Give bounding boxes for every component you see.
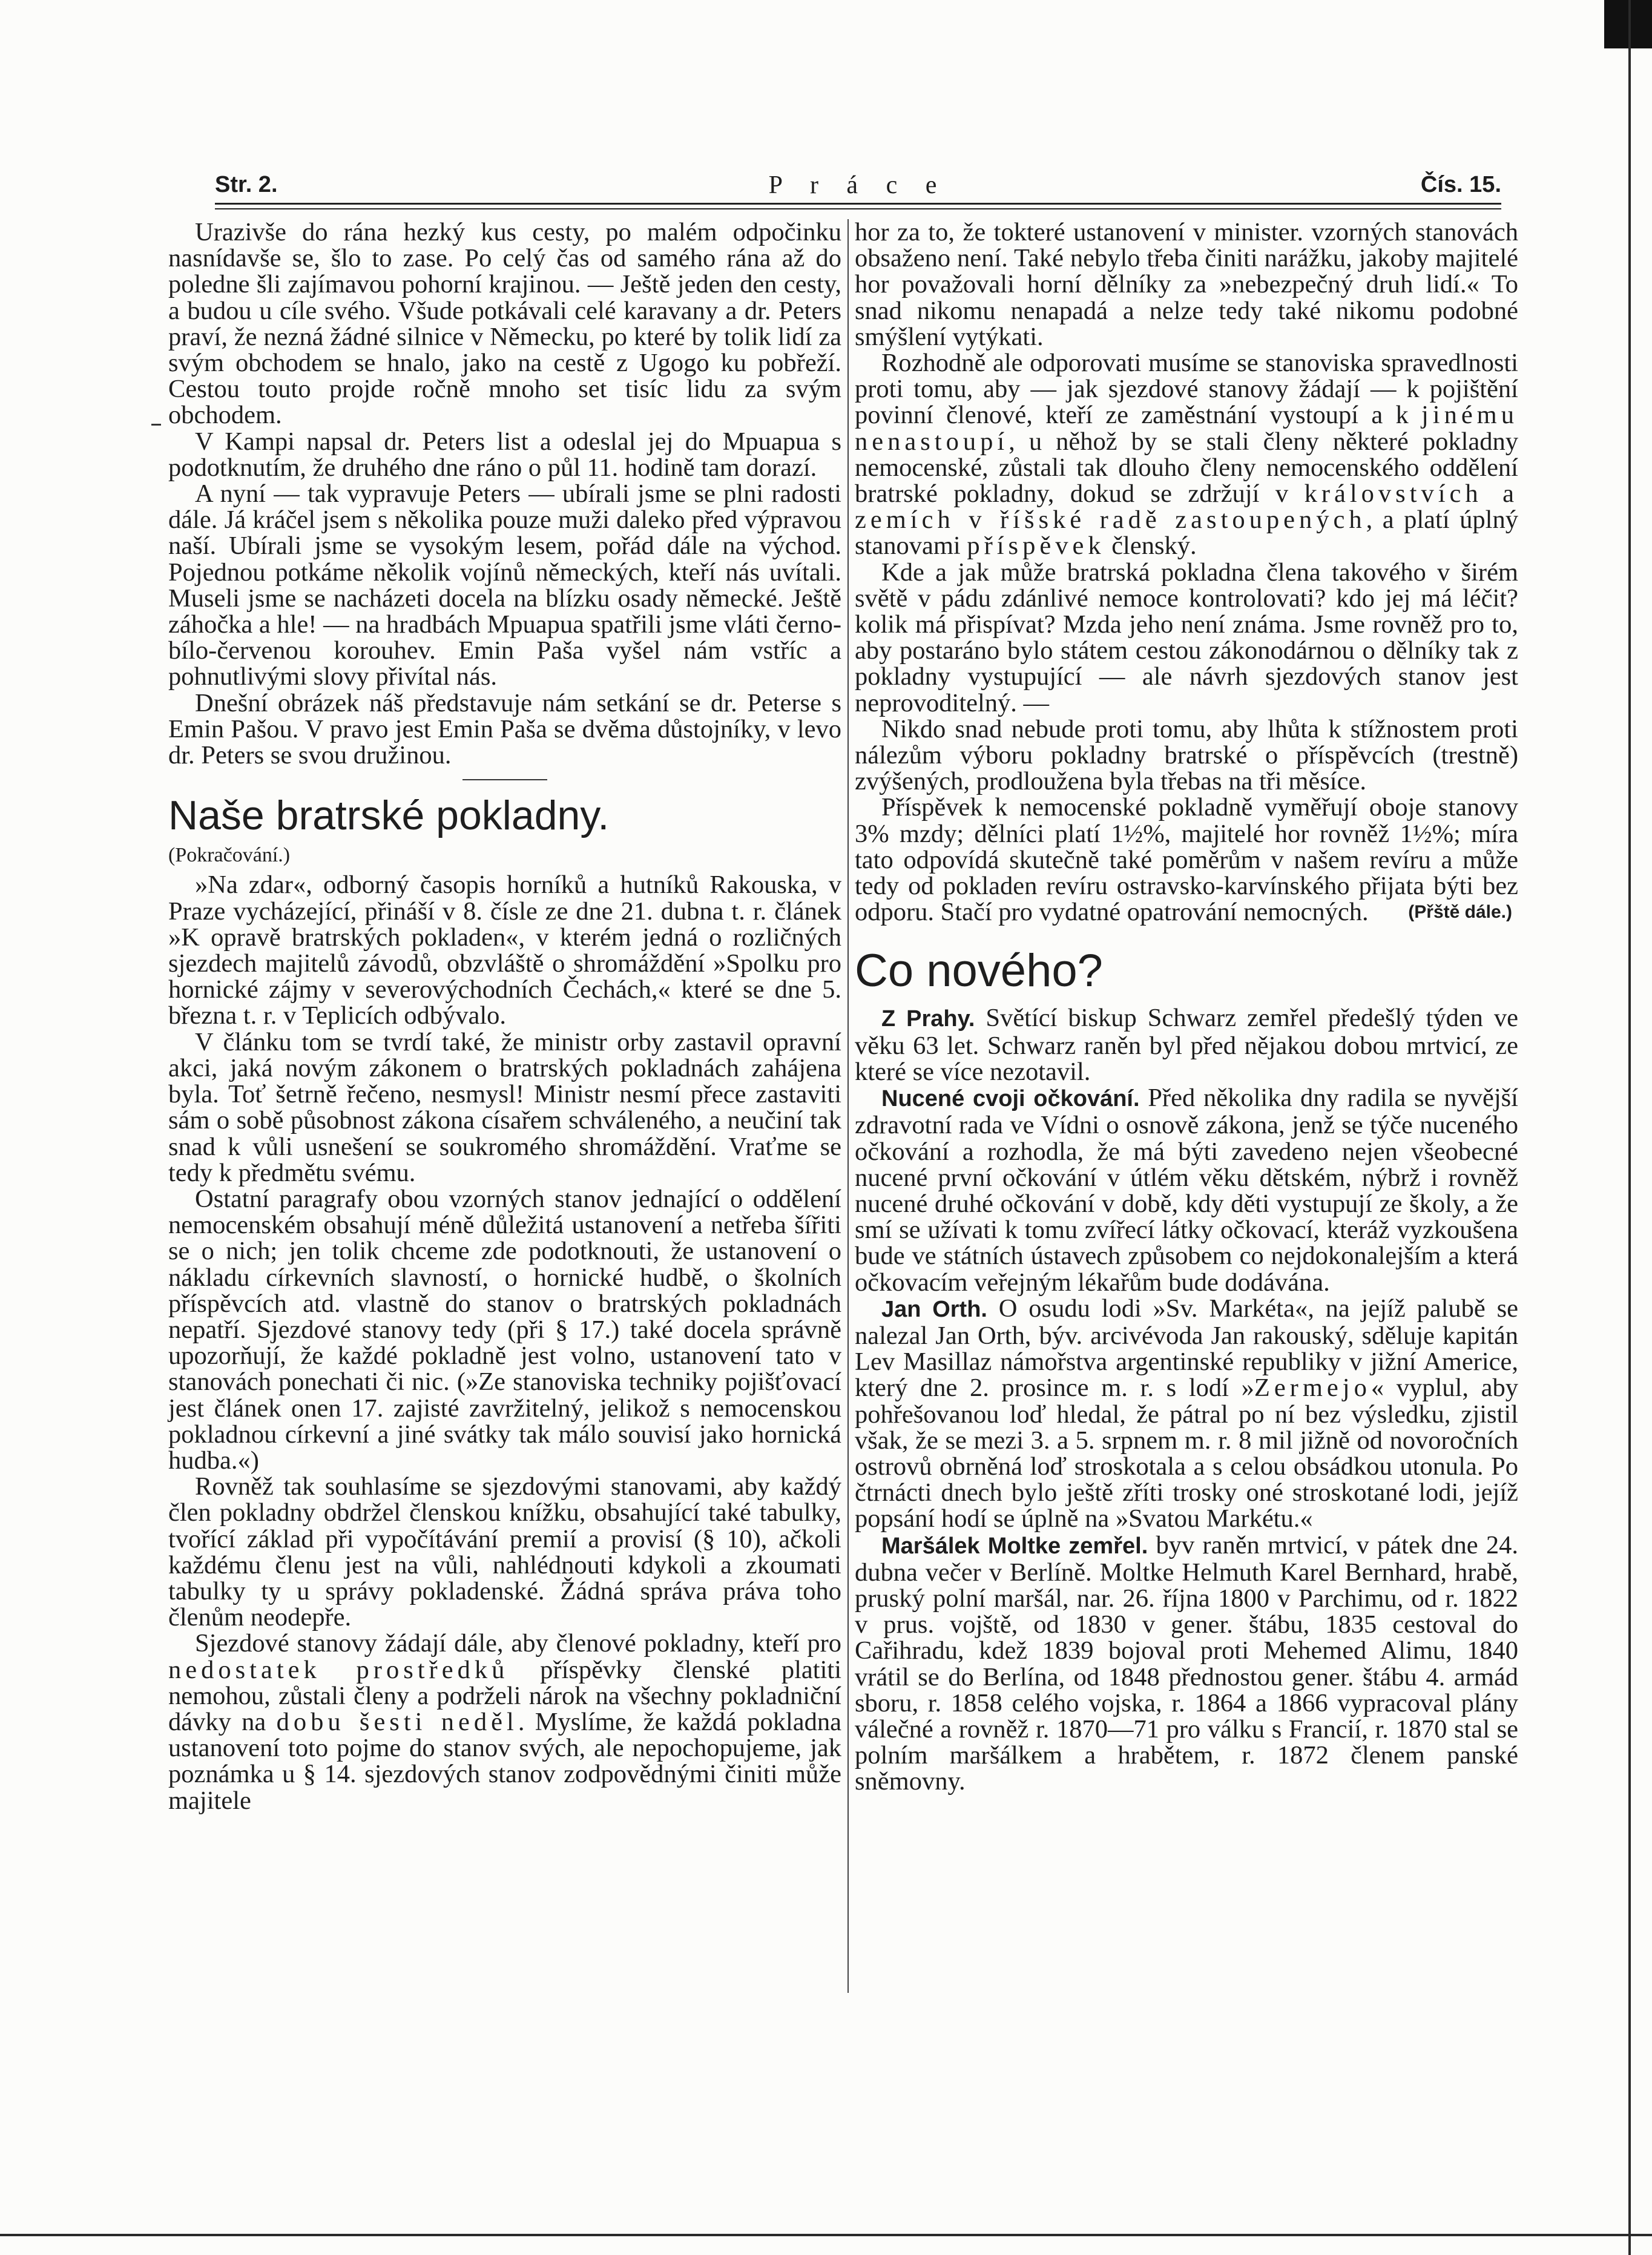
header-rule bbox=[215, 203, 1501, 209]
news-text: byv raněn mrtvicí, v pátek dne 24. dubna večer v Berlíně. Moltke Helmuth Karel Bernhard, hrabě, pruský polní maršál, nar. 26. října 1800 v Parchimu, od r. 1822 v prus. vojště, od 1830 v gener. štábu, 1835 cestoval do Cařihradu, kdež 1839 bojoval proti Mehemed Alimu, 1840 vrátil se do Berlína, od 1848 přednostou gener. štábu 4. armád sboru, r. 1858 celého vojska, r. 1864 a 1866 vypracoval plány válečné a rovněž r. 1870—71 pro válku s Francií, r. 1870 stal se polním maršálkem a hrabětem, r. 1872 členem panské sněmovny. bbox=[855, 1530, 1519, 1796]
news-text: O osudu lodi »Sv. Markéta«, na jejíž palubě se nalezal Jan Orth, býv. arcivévoda Jan rakouský, sděluje kapitán Lev Masillaz námořstva argentinské republiky v jižní Americe, který dne 2. prosince m. r. s lodí » bbox=[855, 1294, 1518, 1403]
article-pokladny-paragraph bbox=[855, 350, 1518, 559]
continuation-note: (Přště dále.) bbox=[1408, 902, 1512, 923]
text-run: Sjezdové stanovy žádají dále, aby členové pokladny, kteří pro bbox=[195, 1629, 841, 1658]
article-peters-paragraph: Dnešní obrázek náš představuje nám setkání se dr. Peterse s Emin Pašou. V pravo jest Emin Paša se dvěma důstojníky, v levo dr. Peters se svou družinou. bbox=[168, 688, 841, 770]
scan-mark bbox=[151, 424, 161, 426]
scan-edge-bottom bbox=[0, 2234, 1652, 2236]
text-run: Rozhodně ale odporovati musíme se stanoviska spravedlnosti proti tomu, aby — jak sjezdové stanovy žádají — k pojištění povinní členové, kteří ze zaměstnání vystoupí a k bbox=[855, 349, 1518, 430]
text-run: Příspěvek k nemocenské pokladně vyměřují oboje stanovy 3% mzdy; dělníci platí 1½%, majitelé hor rovněž 1½%; míra tato odpovídá skutečně také poměrům v našem revíru a může tedy od pokladen revíru ostravsko-karvínského přijata býti bez odporu. Stačí pro vydatné opatrování nemocných. bbox=[855, 793, 1518, 927]
article-pokladny-paragraph bbox=[168, 1630, 841, 1813]
continuation-note: (Pokračování.) bbox=[168, 844, 291, 867]
article-pokladny-paragraph: Rovněž tak souhlasíme se sjezdovými stanovami, aby každý člen pokladny obdržel členskou knížku, obsahující také tabulky, tvořící základ při vypočítávání premií a provisí (§ 10), ačkoli každému členu jest na vůli, nahlédnouti kdykoli a zkoumati tabulky ty u správy pokladenské. Žádná správa práva toho členům neodepře. bbox=[168, 1472, 841, 1632]
emphasis-text: královstvích a zemích v říšské radě zastoupených bbox=[855, 479, 1518, 535]
running-header bbox=[215, 168, 1501, 205]
news-lead: Z Prahy. bbox=[881, 1006, 975, 1032]
news-text: Před několika dny radila se nyvější zdravotní rada ve Vídni o osnově zákona, jenž se týče nuceného očkování a rozhodla, že má býti zavedeno nejen všeobecné nucené první očkování v útlém věku dětském, nýbrž i rovněž nucené druhé očkování v době, kdy děti vystupují ze školy, a že smí se užívati k tomu zvířecí látky očkovací, kteráž vyzkoušena bude ve státních ústavech způsobem co nejdokonalejším a která očkovacím veřejným lékařům bude dodávána. bbox=[855, 1084, 1518, 1297]
text-run: . Myslíme, že každá pokladna ustanovení toto pojme do stanov svých, ale nepochopujeme, jak poznámka u § 14. sjezdových stanov zodpovědnými činiti může majitele bbox=[168, 1707, 842, 1815]
article-peters-paragraph: V Kampi napsal dr. Peters list a odeslal jej do Mpuapua s podotknutím, že druhého dne ráno o půl 11. hodině tam dorazí. bbox=[168, 427, 841, 482]
news-lead: Jan Orth. bbox=[881, 1296, 987, 1322]
article-pokladny-paragraph: »Na zdar«, odborný časopis horníků a hutníků Rakouska, v Praze vycházející, přináší v 8. čísle ze dne 21. dubna t. r. článek »K opravě bratrských pokladen«, v kterém jedná o rozličných sjezdech majitelů závodů, obzvláště o shromáždění »Spolku pro hornické zájmy v severovýchodních Čechách,« které se dne 5. března t. r. v Teplicích odbývalo. bbox=[168, 871, 841, 1030]
article-pokladny-paragraph: hor za to, že tokteré ustanovení v minister. vzorných stanovách obsaženo není. Také nebylo třeba činiti narážku, jakoby majitelé hor považovali horní dělníky za »nebezpečný druh lidí.« To snad nikomu nenapadá a nelze tedy také nikomu podobné smýšlení vytýkati. bbox=[855, 218, 1518, 351]
news-lead: Maršálek Moltke zemřel. bbox=[881, 1533, 1148, 1559]
article-heading-pokladny: Naše bratrské pokladny. bbox=[168, 792, 610, 839]
news-item bbox=[855, 1295, 1518, 1532]
issue-number: Čís. 15. bbox=[1420, 172, 1501, 197]
news-item bbox=[855, 1005, 1518, 1085]
article-pokladny-paragraph bbox=[855, 794, 1518, 925]
news-text: « vyplul, aby pohřešovanou loď hledal, že pátral po ní bez výsledku, zjistil však, že se mezi 3. a 5. srpnem m. r. 8 mil jižně od novoročních ostrovů obrněná loď stroskotala a s celou obsádkou utonula. Po čtrnácti dnech bylo ještě zříti trosky oné stroskotané lodi, jejíž popsání hodí se úplně na »Svatou Markétu.« bbox=[855, 1374, 1519, 1533]
article-pokladny-paragraph: Kde a jak může bratrská pokladna člena takového v širém světě v pádu zdánlivé nemoce kontrolovati? kdo jej má léčit? kolik má přispívat? Mzda jeho není známa. Jsme rovněž pro to, aby postaráno bylo státem cestou zákonodárnou o dělníky tak z pokladny vystupující — ale návrh sjezdových stanov jest neprovoditelný. — bbox=[855, 558, 1518, 717]
left-column bbox=[168, 219, 841, 1814]
article-pokladny-paragraph: V článku tom se tvrdí také, že ministr orby zastavil opravní akci, jaká novým zákonem o bratrských pokladnách zahájena byla. Toť šetrně řečeno, nesmysl! Ministr nesmí přece zastaviti sám o sobě působnost zákona císařem schváleného, a neučiní tak snad k vůli usnešení se soukromého shromáždění. Vraťme se tedy k předmětu svému. bbox=[168, 1027, 841, 1187]
scan-edge-right bbox=[1628, 0, 1631, 2255]
section-heading-news: Co nového? bbox=[855, 945, 1103, 997]
section-divider bbox=[462, 779, 547, 780]
text-run: příspěvky členské platiti nemohou, zůstali členy a podrželi nárok na všechny pokladniční dávky na bbox=[168, 1655, 841, 1736]
news-text: Světící biskup Schwarz zemřel předešlý týden ve věku 63 let. Schwarz raněn byl před nějakou dobou mrtvicí, ze které se více nezotavil. bbox=[855, 1004, 1519, 1086]
emphasis-text: dobu šesti neděl bbox=[276, 1707, 518, 1736]
emphasis-text: Zermejo bbox=[1254, 1374, 1371, 1403]
emphasis-text: jinému nenastoupí bbox=[855, 401, 1518, 456]
column-divider bbox=[847, 219, 849, 1993]
news-lead: Nucené cvoji očkování. bbox=[881, 1086, 1140, 1112]
text-run: , a platí úplný stanovami bbox=[855, 505, 1518, 561]
article-pokladny-paragraph: Ostatní paragrafy obou vzorných stanov jednající o oddělení nemocenském obsahují méně důležitá ustanovení a netřeba šířiti se o nich; jen tolik chceme zde podotknouti, že ustanovení o nákladu církevních slavností, o hornické hudbě, o školních příspěvcích atd. vlastně do stanov o bratrských pokladnách nepatří. Sjezdové stanovy tedy (při § 17.) také docela správně upozorňují, že každé pokladně jest volno, ustanovení tato v stanovách ponechati či nic. (»Ze stanoviska techniky pojišťovací jest článek onen 17. zajisté zavržitelný, jelikož s nemocenskou pokladnou církevní a jiné svátky tak málo souvisí jako hornická hudba.«) bbox=[168, 1184, 841, 1475]
emphasis-text: nedostatek prostředků bbox=[168, 1655, 509, 1684]
article-pokladny-paragraph: Nikdo snad nebude proti tomu, aby lhůta k stížnostem proti nálezům výboru pokladny bratrské o příspěvcích (trestně) zvýšených, prodloužena byla třebas na tři měsíce. bbox=[855, 714, 1518, 796]
right-column bbox=[855, 219, 1518, 1795]
text-run: členský. bbox=[1105, 532, 1197, 561]
news-item bbox=[855, 1085, 1518, 1295]
text-run: , u něhož by se stali členy některé pokladny nemocenské, zůstali tak dlouho členy nemocenského oddělení bratrské pokladny, dokud se zdržují v bbox=[855, 427, 1518, 509]
news-item bbox=[855, 1532, 1518, 1795]
article-peters-paragraph: Urazivše do rána hezký kus cesty, po malém odpočinku nasnídavše se, šlo to zase. Po celý čas od samého rána až do poledne šli zajímavou pohorní krajinou. — Ještě jeden den cesty, a budou u cíle svého. Všude potkávali celé karavany a dr. Peters praví, že nezná žádné silnice v Německu, po které by tolik lidí za svým obchodem se hnalo, jako na cestě z Ugogo ku pobřeží. Cestou touto projde ročně mnoho set tisíc lidu za svým obchodem. bbox=[168, 218, 841, 430]
article-peters-paragraph: A nyní — tak vypravuje Peters — ubírali jsme se plni radosti dále. Já kráčel jsem s několika pouze muži daleko před výpravou naší. Ubírali jsme se vysokým lesem, pořád dále na východ. Pojednou potkáme několik vojínů německých, kteří nás uvítali. Museli jsme se nacházeti docela na blízku osady německé. Ještě záhočka a hle! — na hradbách Mpuapua spatřili jsme vláti černo-bílo-červenou korouhev. Emin Paša vyšel nám vstříc a pohnutlivými slovy přivítal nás. bbox=[168, 479, 841, 691]
masthead-title: P r á c e bbox=[768, 171, 948, 199]
emphasis-text: příspěvek bbox=[967, 532, 1105, 561]
page-number: Str. 2. bbox=[215, 172, 278, 197]
